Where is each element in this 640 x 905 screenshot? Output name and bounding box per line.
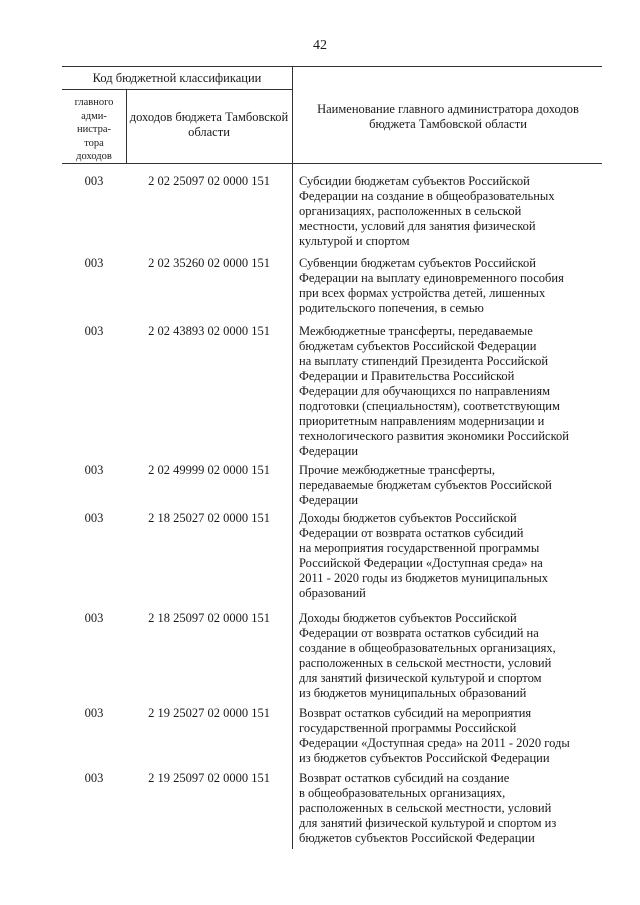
table-top-border (62, 66, 602, 67)
budget-code-cell: 2 18 25097 02 0000 151 (148, 611, 270, 625)
budget-code-cell: 2 02 35260 02 0000 151 (148, 256, 270, 270)
description-cell: Доходы бюджетов субъектов Российской Федерации от возврата остатков субсидий на создание в общеобразовательных организациях, расположенных в сельской местности, условий для занятий физической культурой и спортом из бюджетов муниципальных образований (299, 611, 556, 700)
description-cell: Субсидии бюджетам субъектов Российской Федерации на создание в общеобразовательных организациях, расположенных в сельской местности, условий для занятия физической культурой и спортом (299, 174, 555, 248)
budget-code-cell: 2 18 25027 02 0000 151 (148, 511, 270, 525)
header-name-column: Наименование главного администратора доходов бюджета Тамбовской области (317, 102, 579, 131)
admin-code-cell: 003 (84, 706, 104, 720)
admin-code-cell: 003 (84, 611, 104, 625)
admin-code-cell: 003 (84, 463, 104, 477)
header-code-column: доходов бюджета Тамбовской области (129, 110, 289, 139)
budget-code-cell: 2 02 43893 02 0000 151 (148, 324, 270, 338)
page-number: 42 (313, 38, 327, 53)
admin-code-cell: 003 (84, 324, 104, 338)
admin-code-cell: 003 (84, 771, 104, 785)
header-group-underline (62, 89, 292, 90)
budget-code-cell: 2 19 25097 02 0000 151 (148, 771, 270, 785)
column-divider-2 (292, 66, 293, 849)
budget-code-cell: 2 02 49999 02 0000 151 (148, 463, 270, 477)
description-cell: Прочие межбюджетные трансферты, передаваемые бюджетам субъектов Российской Федерации (299, 463, 552, 507)
admin-code-cell: 003 (84, 511, 104, 525)
admin-code-cell: 003 (84, 174, 104, 188)
admin-code-cell: 003 (84, 256, 104, 270)
header-bottom-border (62, 163, 602, 164)
description-cell: Возврат остатков субсидий на мероприятия государственной программы Российской Федерации «Доступная среда» на 2011 - 2020 годы из бюджетов субъектов Российской Федерации (299, 706, 570, 765)
budget-code-cell: 2 19 25027 02 0000 151 (148, 706, 270, 720)
header-group-title: Код бюджетной классификации (92, 71, 262, 85)
header-admin-column: главного адми- нистра- тора доходов (74, 97, 114, 162)
budget-code-cell: 2 02 25097 02 0000 151 (148, 174, 270, 188)
description-cell: Субвенции бюджетам субъектов Российской Федерации на выплату единовременного пособия при всех формах устройства детей, лишенных родительского попечения, в семью (299, 256, 564, 315)
description-cell: Доходы бюджетов субъектов Российской Федерации от возврата остатков субсидий на мероприятия государственной программы Российской Федерации «Доступная среда» на 2011 - 2020 годы из бюджетов муниципальных образований (299, 511, 548, 600)
description-cell: Возврат остатков субсидий на создание в общеобразовательных организациях, расположенных в сельской местности, условий для занятий физической культурой и спортом из бюджетов субъектов Российской Федерации (299, 771, 557, 845)
description-cell: Межбюджетные трансферты, передаваемые бюджетам субъектов Российской Федерации на выплату стипендий Президента Российской Федерации и Правительства Российской Федерации для обучающихся по направлениям подготовки (специальностям), соответствующим приоритетным направлениям модернизации и технологического развития экономики Российской Федерации (299, 324, 569, 458)
